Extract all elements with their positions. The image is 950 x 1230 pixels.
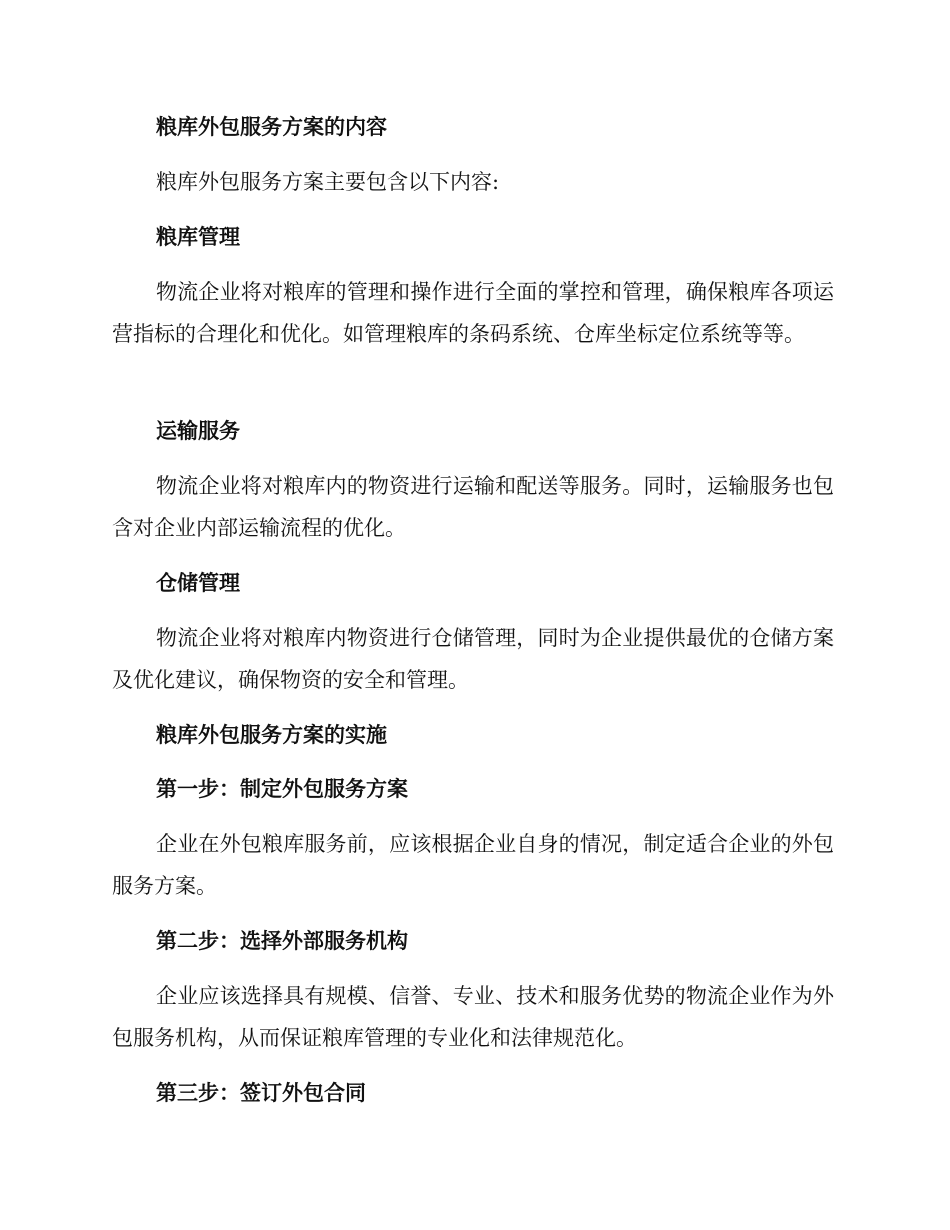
section-heading-implementation: 粮库外包服务方案的实施: [156, 723, 387, 747]
step-two-paragraph: 企业应该选择具有规模、信誉、专业、技术和服务优势的物流企业作为外包服务机构，从而保证粮库管理的专业化和法律规范化。: [112, 984, 834, 1050]
step-three-heading: 第三步：签订外包合同: [156, 1081, 366, 1105]
paragraph-warehouse-management: 物流企业将对粮库内物资进行仓储管理，同时为企业提供最优的仓储方案及优化建议，确保物资的安全和管理。: [112, 626, 834, 692]
subheading-transport-service: 运输服务: [156, 419, 240, 443]
step-two-heading: 第二步：选择外部服务机构: [156, 929, 408, 953]
subheading-granary-management: 粮库管理: [156, 225, 240, 249]
step-one-paragraph: 企业在外包粮库服务前，应该根据企业自身的情况，制定适合企业的外包服务方案。: [112, 832, 834, 898]
document-page: [112, 0, 834, 1230]
section-heading-content: 粮库外包服务方案的内容: [156, 115, 387, 139]
intro-paragraph: 粮库外包服务方案主要包含以下内容:: [156, 170, 500, 194]
paragraph-transport-service: 物流企业将对粮库内的物资进行运输和配送等服务。同时，运输服务也包含对企业内部运输流程的优化。: [112, 474, 834, 540]
step-one-heading: 第一步：制定外包服务方案: [156, 777, 408, 801]
subheading-warehouse-management: 仓储管理: [156, 571, 240, 595]
paragraph-granary-management: 物流企业将对粮库的管理和操作进行全面的掌控和管理，确保粮库各项运营指标的合理化和优化。如管理粮库的条码系统、仓库坐标定位系统等等。: [112, 280, 834, 346]
